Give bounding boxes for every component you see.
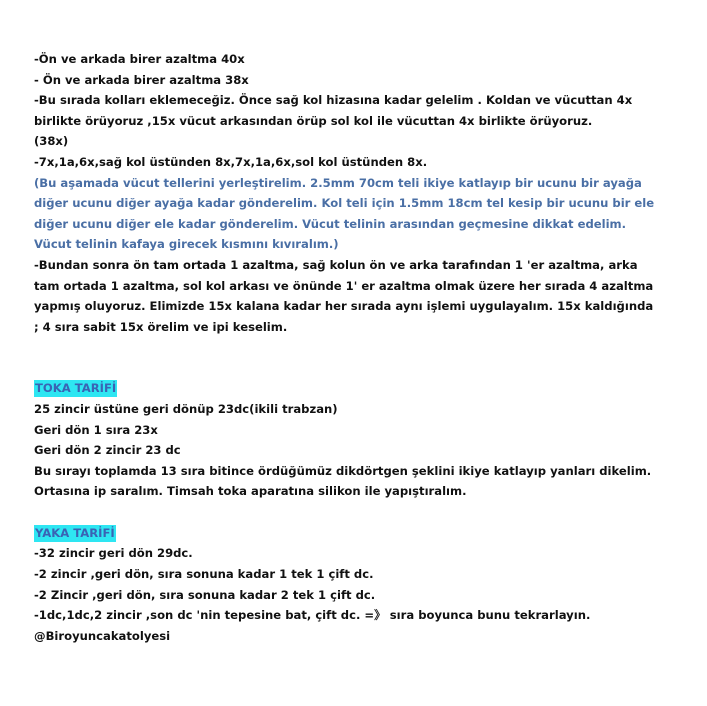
decrease-instructions [34,255,674,337]
spacer [34,502,674,523]
instruction-line: birlikte örüyoruz ,15x vücut arkasından örüp sol kol ile vücuttan 4x birlikte örüyoruz. [34,113,593,128]
instruction-line: -Bundan sonra ön tam ortada 1 azaltma, sağ kolun ön ve arka tarafından 1 'er azaltma, arka [34,257,638,272]
instruction-line: -Bu sırada kolları eklemeceğiz. Önce sağ kol hizasına kadar gelelim . Koldan ve vücuttan 4x [34,93,633,108]
toka-section [34,378,674,502]
instruction-line: - Ön ve arkada birer azaltma 38x [34,72,249,87]
body-instructions [34,49,674,173]
toka-line: Geri dön 2 zincir 23 dc [34,443,181,458]
instruction-line: yapmış oluyoruz. Elimizde 15x kalana kadar her sırada aynı işlemi uygulayalım. 15x kaldığında [34,299,654,314]
recipe-document [34,49,674,646]
wire-note [34,173,674,255]
note-line: (Bu aşamada vücut tellerini yerleştirelim. 2.5mm 70cm teli ikiye katlayıp bir ucunu bir ayağa [34,175,642,190]
instruction-line: (38x) [34,134,69,149]
instruction-line: -7x,1a,6x,sağ kol üstünden 8x,7x,1a,6x,sol kol üstünden 8x. [34,154,428,169]
instruction-line: tam ortada 1 azaltma, sol kol arkası ve önünde 1' er azaltma olmak üzere her sırada 4 azaltma [34,278,654,293]
toka-heading: TOKA TARİFİ [35,381,117,396]
yaka-section [34,523,674,647]
spacer [34,337,674,378]
yaka-line: -2 zincir ,geri dön, sıra sonuna kadar 1 tek 1 çift dc. [34,567,374,582]
note-line: Vücut telinin kafaya girecek kısmını kıvıralım.) [34,237,339,252]
note-line: diğer ucunu diğer ayağa kadar gönderelim. Kol teli için 1.5mm 18cm tel kesip bir ucunu bir ele [34,196,655,211]
toka-line: Geri dön 1 sıra 23x [34,422,158,437]
instruction-line: ; 4 sıra sabit 15x örelim ve ipi keselim. [34,319,288,334]
note-line: diğer ucunu diğer ele kadar gönderelim. Vücut telinin arasından geçmesine dikkat edelim. [34,216,627,231]
yaka-line: -32 zincir geri dön 29dc. [34,546,193,561]
instruction-line: -Ön ve arkada birer azaltma 40x [34,52,245,66]
yaka-heading: YAKA TARİFİ [35,525,115,540]
toka-line: Ortasına ip saralım. Timsah toka aparatına silikon ile yapıştıralım. [34,484,467,499]
toka-heading-row [34,378,674,399]
yaka-heading-row [34,523,674,544]
toka-line: 25 zincir üstüne geri dönüp 23dc(ikili trabzan) [34,401,338,416]
toka-line: Bu sırayı toplamda 13 sıra bitince ördüğümüz dikdörtgen şeklini ikiye katlayıp yanları dikelim. [34,463,652,478]
yaka-line: -1dc,1dc,2 zincir ,son dc 'nin tepesine bat, çift dc. =》 sıra boyunca bunu tekrarlayın. [34,608,591,623]
yaka-line: -2 Zincir ,geri dön, sıra sonuna kadar 2 tek 1 çift dc. [34,587,376,602]
signature: @Biroyuncakatolyesi [34,628,171,643]
